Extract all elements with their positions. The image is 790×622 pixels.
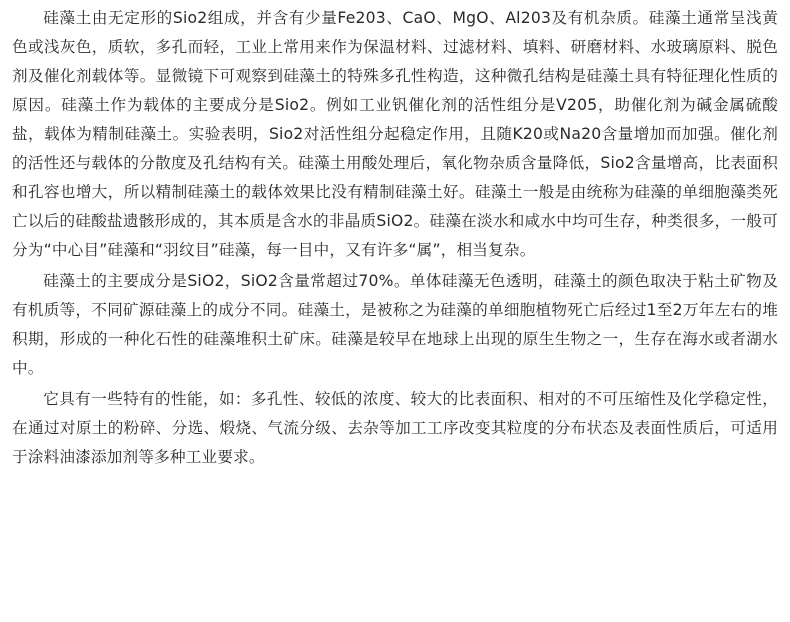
paragraph-composition: 硅藻土由无定形的Sio2组成，并含有少量Fe203、CaO、MgO、Al203及有机杂质。硅藻土通常呈浅黄色或浅灰色，质软，多孔而轻，工业上常用来作为保温材料、过滤材料、填料、研磨材料、水玻璃原料、脱色剂及催化剂载体等。显微镜下可观察到硅藻土的特殊多孔性构造，这种微孔结构是硅藻土具有特征理化性质的原因。硅藻土作为载体的主要成分是Sio2。例如工业钒催化剂的活性组分是V205，助催化剂为碱金属硫酸盐，载体为精制硅藻土。实验表明，Sio2对活性组分起稳定作用，且随K20或Na20含量增加而加强。催化剂的活性还与载体的分散度及孔结构有关。硅藻土用酸处理后，氧化物杂质含量降低，Sio2含量增高，比表面积和孔容也增大，所以精制硅藻土的载体效果比没有精制硅藻土好。硅藻土一般是由统称为硅藻的单细胞藻类死亡以后的硅酸盐遗骸形成的，其本质是含水的非晶质SiO2。硅藻在淡水和咸水中均可生存，种类很多，一般可分为“中心目”硅藻和“羽纹目”硅藻，每一目中，又有许多“属”，相当复杂。 [12,9,778,259]
paragraph-main-component: 硅藻土的主要成分是SiO2，SiO2含量常超过70%。单体硅藻无色透明，硅藻土的颜色取决于粘土矿物及有机质等，不同矿源硅藻上的成分不同。硅藻土，是被称之为硅藻的单细胞植物死亡后经过1至2万年左右的堆积期，形成的一种化石性的硅藻堆积土矿床。硅藻是较早在地球上出现的原生生物之一，生存在海水或者湖水中。 [12,272,778,377]
paragraph-properties: 它具有一些特有的性能，如：多孔性、较低的浓度、较大的比表面积、相对的不可压缩性及化学稳定性，在通过对原土的粉碎、分选、煅烧、气流分级、去杂等加工工序改变其粒度的分布状态及表面性质后，可适用于涂料油漆添加剂等多种工业要求。 [12,390,778,466]
